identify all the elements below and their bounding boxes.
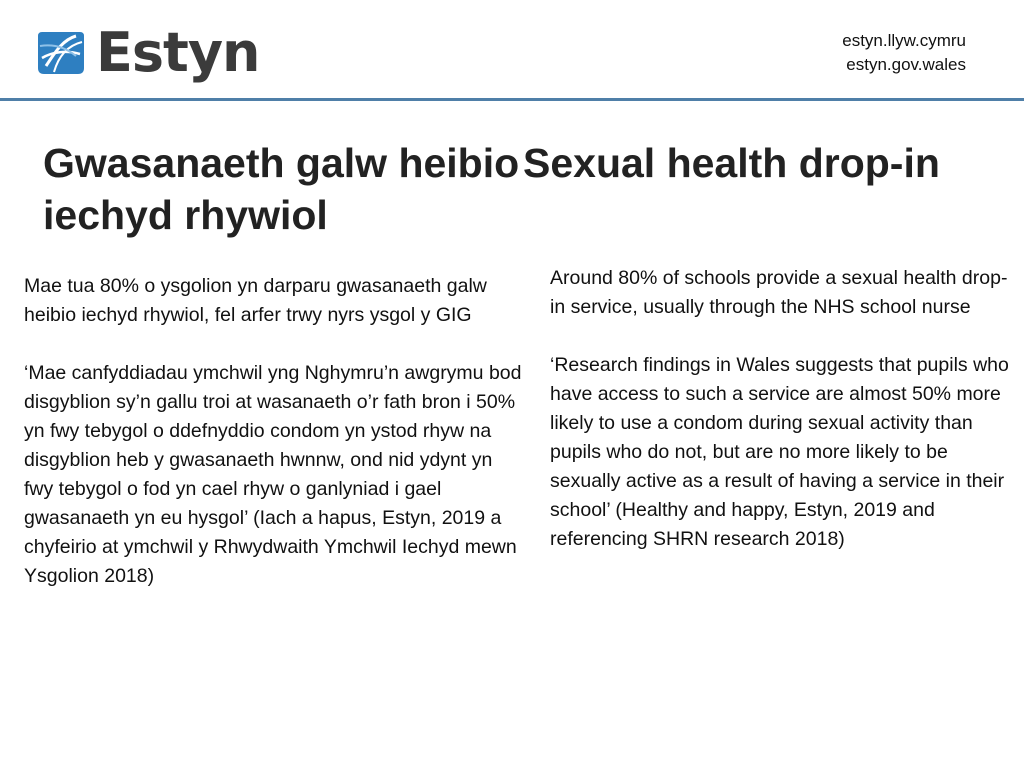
url-english[interactable]: estyn.gov.wales <box>846 55 966 74</box>
english-title: Sexual health drop-in <box>523 140 940 186</box>
website-urls <box>842 29 966 77</box>
english-column <box>550 264 1010 583</box>
welsh-paragraph-1: Mae tua 80% o ysgolion yn darparu gwasanaeth galw heibio iechyd rhywiol, fel arfer trwy nyrs ysgol y GIG <box>24 275 487 326</box>
logo-wordmark: Estyn <box>96 21 260 84</box>
url-welsh[interactable]: estyn.llyw.cymru <box>842 31 966 50</box>
estyn-logo-mark-icon <box>36 28 86 78</box>
estyn-logo <box>36 20 260 86</box>
welsh-paragraph-2: ‘Mae canfyddiadau ymchwil yng Nghymru’n awgrymu bod disgyblion sy’n gallu troi at wasanaeth o’r fath bron i 50% yn fwy tebygol o ddefnyddio condom yn ystod rhyw na disgyblion heb y gwasanaeth hwnnw, ond nid ydynt yn fwy tebygol o fod yn cael rhyw o ganlyniad i gael gwasanaeth yn eu hysgol’ (Iach a hapus, Estyn, 2019 a chyfeirio at ymchwil y Rhwydwaith Ymchwil Iechyd mewn Ysgolion 2018) <box>24 362 522 587</box>
english-paragraph-1: Around 80% of schools provide a sexual health drop-in service, usually through the NHS school nurse <box>550 267 1008 318</box>
english-paragraph-2: ‘Research findings in Wales suggests that pupils who have access to such a service are almost 50% more likely to use a condom during sexual activity than pupils who do not, but are no more likely to be sexually active as a result of having a service in their school’ (Healthy and happy, Estyn, 2019 and referencing SHRN research 2018) <box>550 354 1009 550</box>
header-divider <box>0 98 1024 101</box>
welsh-column <box>24 272 524 620</box>
welsh-title: Gwasanaeth galw heibio iechyd rhywiol <box>43 140 520 238</box>
